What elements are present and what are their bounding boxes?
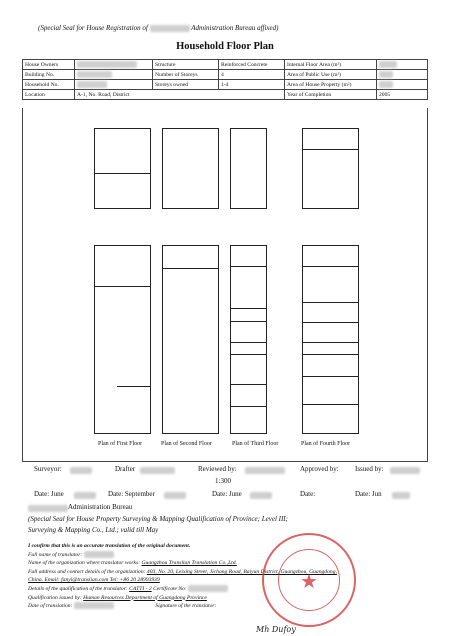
company-seal	[262, 533, 356, 627]
caption-second-floor: Plan of Second Floor	[161, 441, 212, 447]
redacted-text	[250, 492, 272, 499]
redacted-text	[70, 467, 92, 474]
redacted-text	[379, 61, 397, 68]
drafter-label: Drafter	[115, 465, 136, 473]
table-row: Location A-1, No. Road, District Year of Completion 2005	[23, 90, 428, 100]
redacted-text	[77, 81, 107, 88]
table-row: House Owners Structure Reinforced Concrete Internal Floor Area (m²)	[23, 60, 428, 70]
translator-signature: Mh Dufoy	[256, 625, 296, 634]
upper-plan-3	[230, 128, 267, 209]
redacted-text	[379, 71, 393, 78]
qualification-line-1: (Special Seal for House Property Surveying & Mapping Qualification of Province; Level III;	[28, 515, 288, 523]
redacted-text	[77, 71, 112, 78]
redacted-text	[74, 602, 114, 609]
table-row: Building No. Number of Storeys 4 Area of Public Use (m²)	[23, 70, 428, 80]
upper-plan-2	[162, 128, 219, 209]
confirm-statement: I confirm that this is an accurate translation of the original document.	[28, 543, 191, 549]
redacted-text	[390, 467, 420, 474]
page-title: Household Floor Plan	[176, 41, 274, 52]
fourth-floor-plan	[302, 245, 359, 434]
qualification-line-2: Surveying & Mapping Co., Ltd.; valid till May	[28, 526, 159, 534]
bureau-label: Administration Bureau	[68, 503, 133, 511]
redacted-text	[188, 585, 228, 592]
seal-note: (Special Seal for House Registration of Administration Bureau affixed)	[38, 24, 279, 32]
scale-label: 1:300	[215, 477, 231, 485]
redacted-text	[245, 467, 285, 474]
date-approved: Date:	[300, 490, 316, 498]
table-row: Household No. Storeys owned 1-4 Area of House Property (m²)	[23, 80, 428, 90]
caption-first-floor: Plan of First Floor	[98, 441, 143, 447]
redacted-text	[392, 492, 410, 499]
caption-third-floor: Plan of Third Floor	[232, 441, 279, 447]
date-june: Date: June	[34, 490, 64, 498]
first-floor-plan	[94, 245, 151, 434]
star-icon: ★	[300, 569, 318, 593]
third-floor-plan	[230, 245, 267, 434]
redacted-text	[379, 81, 393, 88]
redacted-text	[164, 492, 186, 499]
upper-plan-1	[94, 128, 151, 209]
upper-plan-4	[302, 128, 359, 209]
reviewed-label: Reviewed by:	[198, 465, 237, 473]
caption-fourth-floor: Plan of Fourth Floor	[301, 441, 351, 447]
redacted-text	[28, 505, 68, 512]
second-floor-plan	[162, 245, 219, 434]
floor-plan-area	[22, 108, 428, 462]
approved-label: Approved by:	[300, 465, 339, 473]
date-june-2: Date: June	[212, 490, 242, 498]
redacted-text	[77, 61, 137, 68]
redacted-text	[84, 551, 114, 558]
date-jun: Date: Jun	[355, 490, 382, 498]
redacted-text	[140, 467, 175, 474]
info-table	[22, 59, 428, 100]
redacted-text	[74, 492, 96, 499]
surveyor-label: Surveyor:	[34, 465, 62, 473]
issued-label: Issued by:	[355, 465, 384, 473]
date-september: Date: September	[108, 490, 155, 498]
redacted-text	[150, 25, 190, 32]
translation-certification: I confirm that this is an accurate translation of the original document. Full name of translator: Name of the organization where translator works: Guangzhou Translian Translation Co.,Ltd. Full address and contact details of the organization: 403, No. 20, Leixing Street, Jichang Road, Baiyun District, Guangzhou, Guangdong, China. Email: fanyi@translian.com Tel: +86 20 28993939 Details of the qualification of the translator: CATTI - 2 Certificate No: Qualification issued by: Human Resources Department of Guangdong Province Date of translation: Signature of the translator:	[28, 542, 448, 611]
